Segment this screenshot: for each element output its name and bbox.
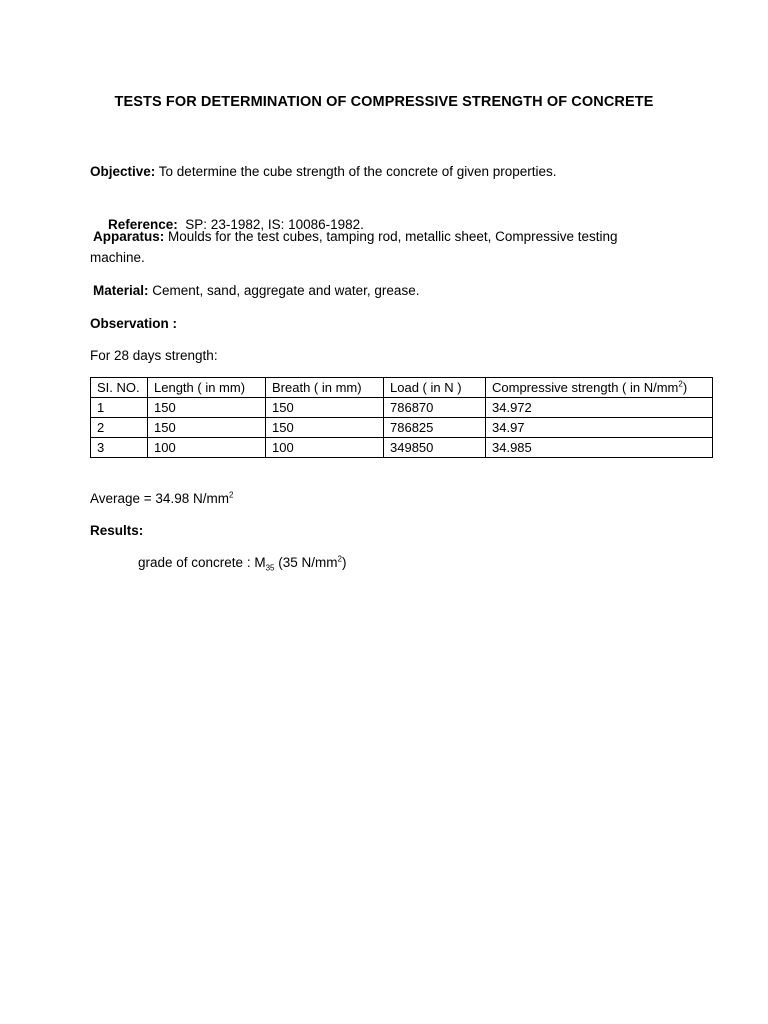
average-unit-sup: 2: [228, 490, 234, 500]
cell-strength: 34.985: [486, 438, 713, 458]
grade-prefix: grade of concrete : M: [138, 555, 266, 570]
cell-load: 786870: [384, 398, 486, 418]
observation-label: Observation :: [90, 316, 178, 331]
cell-length: 150: [148, 398, 266, 418]
observation-table: [90, 377, 713, 458]
apparatus-text: Moulds for the test cubes, tamping rod, metallic sheet, Compressive testing machine.: [90, 229, 618, 265]
for-28-days-text: For 28 days strength:: [90, 348, 218, 363]
results-label: Results:: [90, 523, 144, 538]
table-row: [91, 398, 713, 418]
header-sl-no: SI. NO.: [91, 378, 148, 398]
cell-length: 100: [148, 438, 266, 458]
cell-load: 786825: [384, 418, 486, 438]
header-strength-sup: 2: [678, 379, 683, 389]
average-text: [90, 488, 650, 509]
table-row: [91, 418, 713, 438]
header-breath: Breath ( in mm): [266, 378, 384, 398]
header-load: Load ( in N ): [384, 378, 486, 398]
cell-strength: 34.97: [486, 418, 713, 438]
material-label: Material:: [93, 283, 149, 298]
grade-sub: 35: [265, 563, 275, 573]
material-text: Cement, sand, aggregate and water, grease.: [148, 283, 420, 298]
table-body: [91, 398, 713, 458]
header-length: Length ( in mm): [148, 378, 266, 398]
objective-paragraph: [90, 161, 650, 182]
table-row: [91, 438, 713, 458]
page-title: TESTS FOR DETERMINATION OF COMPRESSIVE STRENGTH OF CONCRETE: [114, 94, 654, 110]
results-heading: [90, 520, 650, 541]
apparatus-label: Apparatus:: [93, 229, 165, 244]
grade-sup: 2: [337, 554, 342, 564]
material-paragraph: [93, 280, 653, 301]
cell-sl-no: 3: [91, 438, 148, 458]
objective-label: Objective:: [90, 164, 156, 179]
cell-sl-no: 2: [91, 418, 148, 438]
header-strength-suffix: ): [682, 380, 688, 395]
cell-breath: 150: [266, 398, 384, 418]
cell-sl-no: 1: [91, 398, 148, 418]
cell-load: 349850: [384, 438, 486, 458]
header-strength-prefix: Compressive strength ( in N/mm: [492, 380, 679, 395]
cell-breath: 150: [266, 418, 384, 438]
grade-text: [138, 552, 698, 573]
reference-label: Reference:: [108, 217, 178, 232]
header-compressive-strength: [486, 378, 713, 398]
grade-suffix: ): [341, 555, 347, 570]
objective-text: To determine the cube strength of the concrete of given properties.: [155, 164, 557, 179]
table-header-row: [91, 378, 713, 398]
cell-strength: 34.972: [486, 398, 713, 418]
cell-length: 150: [148, 418, 266, 438]
cell-breath: 100: [266, 438, 384, 458]
apparatus-paragraph: [90, 226, 635, 268]
grade-middle: (35 N/mm: [274, 555, 338, 570]
observation-heading: [90, 313, 650, 334]
average-value: Average = 34.98 N/mm: [90, 491, 229, 506]
reference-text: SP: 23-1982, IS: 10086-1982.: [177, 217, 364, 232]
